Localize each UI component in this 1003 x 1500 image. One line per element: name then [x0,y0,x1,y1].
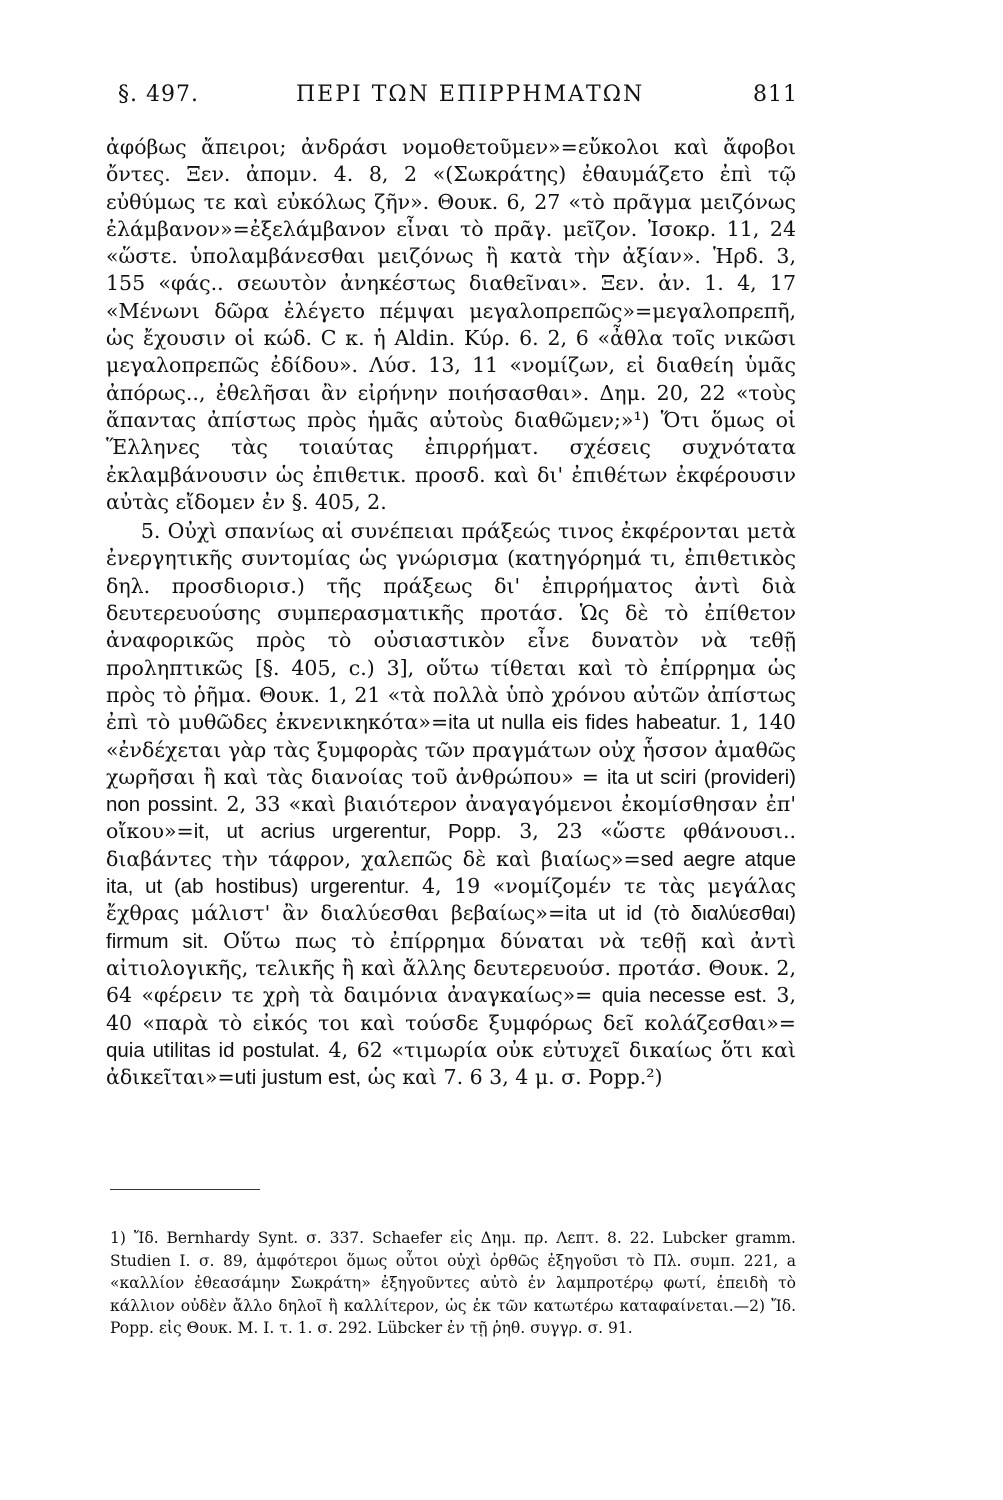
latin-gloss-5: ita ut id (τὸ διαλύεσθαι) firmum sit. [106,902,796,953]
latin-gloss-2: ita ut sciri (provideri) non possint. [106,765,796,817]
footnote [110,1227,796,1340]
footnotes [110,1227,796,1340]
paragraph-5-part-h: 4, 62 «τιμωρία οὐκ εὐτυχεῖ δικαίως ὅτι καὶ ἀδικεῖται»= [106,1037,796,1090]
paragraph-5-part-e: 4, 19 «νομίζομέν τε τὰς μεγάλας ἔχθρας μάλιστ' ἂν διαλύεσθαι βεβαίως»= [106,874,796,926]
paragraph-5-end: ὡς καὶ 7. 6 3, 4 μ. σ. Popp.²) [361,1065,663,1090]
running-header [118,82,798,122]
paragraph-5-part-b: 1, 140 «ἐνδέχεται γὰρ τὰς ξυμφορὰς τῶν πραγμάτων οὐχ ἧσσον ἀμαθῶς χωρῆσαι ἢ καὶ τὰς διανοίας τοῦ ἀνθρώπου» = [106,710,796,789]
footnote-separator [110,1189,260,1190]
latin-gloss-8: uti justum est, [234,1066,362,1090]
paragraph-5-part-d: 3, 23 «ὥστε φθάνουσι.. διαβάντες τὴν τάφρον, χαλεπῶς δὲ καὶ βιαίως»= [106,819,796,871]
page-number: 811 [753,82,798,107]
paragraph-5-part-g: 3, 40 «παρὰ τὸ εἰκός τοι καὶ τούσδε ξυμφόρως δεῖ κολάζεσθαι»= [106,983,796,1035]
paragraph-5-part-f: Οὕτω πως τὸ ἐπίρρημα δύναται νὰ τεθῇ καὶ ἀντὶ αἰτιολογικῆς, τελικῆς ἢ καὶ ἄλλης δευτερευούσ. προτάσ. Θουκ. 2, 64 «φέρειν τε χρὴ τὰ δαιμόνια ἀναγκαίως»= [106,928,796,1008]
paragraph-4-continuation: ἀφόβως ἄπειροι; ἀνδράσι νομοθετοῦμεν»=εὔκολοι καὶ ἄφοβοι ὄντες. Ξεν. ἀπομν. 4. 8, 2 «(Σωκράτης) ἐθαυμάζετο ἐπὶ τῷ εὐθύμως τε καὶ εὐκόλως ζῆν». Θουκ. 6, 27 «τὸ πρᾶγμα μειζόνως ἐλάμβανον»=ἐξελάμβανον εἶναι τὸ πρᾶγ. μεῖζον. Ἰσοκρ. 11, 24 «ὥστε. ὑπολαμβάνεσθαι μειζόνως ἢ κατὰ τὴν ἀξίαν». Ἡρδ. 3, 155 «φάς.. σεωυτὸν ἀνηκέστως διαθεῖναι». Ξεν. ἀν. 1. 4, 17 «Μένωνι δῶρα ἐλέγετο πέμψαι μεγαλοπρεπῶς»=μεγαλοπρεπῆ, ὡς ἔχουσιν οἱ κώδ. C κ. ἡ Aldin. Κύρ. 6. 2, 6 «ἆθλα τοῖς νικῶσι μεγαλοπρεπῶς ἐδίδου». Λύσ. 13, 11 «νομίζων, εἰ διαθείη ὑμᾶς ἀπόρως.., ἐθελῆσαι ἂν εἰρήνην ποιήσασθαι». Δημ. 20, 22 «τοὺς ἅπαντας ἀπίστως πρὸς ἡμᾶς αὐτοὺς διαθῶμεν;»¹) Ὅτι ὅμως οἱ Ἕλληνες τὰς τοιαύτας ἐπιρρήματ. σχέσεις συχνότατα ἐκλαμβάνουσιν ὡς ἐπιθετικ. προσδ. καὶ δι' ἐπιθέτων ἐκφέρουσιν αὐτὰς εἴδομεν ἐν §. 405, 2. [106,135,796,514]
latin-gloss-1: ita ut nulla eis fides habeatur. [448,711,722,735]
latin-gloss-7: quia utilitas id postulat. [106,1038,320,1062]
latin-gloss-3: it, ut acrius urgerentur, Popp. [193,820,502,844]
section-number: §. 497. [118,82,199,107]
latin-gloss-6: quia necesse est. [601,984,768,1008]
paragraph-5 [106,518,796,1091]
latin-gloss-4: sed aegre atque ita, ut (ab hostibus) urgerentur. [106,847,796,899]
footnote-2: 2) Ἴδ. Popp. εἰς Θουκ. Μ. Ι. τ. 1. σ. 292. Lübcker ἐν τῇ ῥηθ. συγγρ. σ. 91. [110,1296,797,1337]
page-title: ΠΕΡΙ ΤΩΝ ΕΠΙΡΡΗΜΑΤΩΝ [296,82,645,107]
paragraph-5-part-c: 2, 33 «καὶ βιαιότερον ἀναγαγόμενοι ἐκομίσθησαν ἐπ' οἴκου»= [106,792,796,844]
footnote-1: 1) Ἴδ. Bernhardy Synt. σ. 337. Schaefer εἰς Δημ. πρ. Λεπτ. 8. 22. Lubcker gramm. Studien I. σ. 89, ἀμφότεροι ὅμως οὗτοι οὐχὶ ὀρθῶς ἐξηγοῦσι τὸ Πλ. συμπ. 221, a «καλλίον ἐθεασάμην Σωκράτη» ἐξηγοῦντες αὐτὸ ἐν λαμπροτέρῳ φωτί, ἐπειδὴ τὸ κάλλιον οὐδὲν ἄλλο δηλοῖ ἢ καλλίτερον, ὡς ἐκ τῶν κατωτέρω καταφαίνεται.— [110,1229,796,1315]
paragraph-5-start: 5. Οὐχὶ σπανίως αἱ συνέπειαι πράξεώς τινος ἐκφέρονται μετὰ ἐνεργητικῆς συντομίας ὡς γνώρισμα (κατηγόρημά τι, ἐπιθετικὸς δηλ. προσδιορισ.) τῆς πράξεως δι' ἐπιρρήματος ἀντὶ διὰ δευτερευούσης συμπερασματικῆς προτάσ. Ὡς δὲ τὸ ἐπίθετον ἀναφορικῶς πρὸς τὸ οὐσιαστικὸν εἶνε δυνατὸν νὰ τεθῇ προληπτικῶς [§. 405, c.) 3], οὕτω τίθεται καὶ τὸ ἐπίρρημα ὡς πρὸς τὸ ῥῆμα. Θουκ. 1, 21 «τὰ πολλὰ ὑπὸ χρόνου αὐτῶν ἀπίστως ἐπὶ τὸ μυθῶδες ἐκνενικηκότα»= [106,519,796,735]
main-text [106,134,796,1091]
